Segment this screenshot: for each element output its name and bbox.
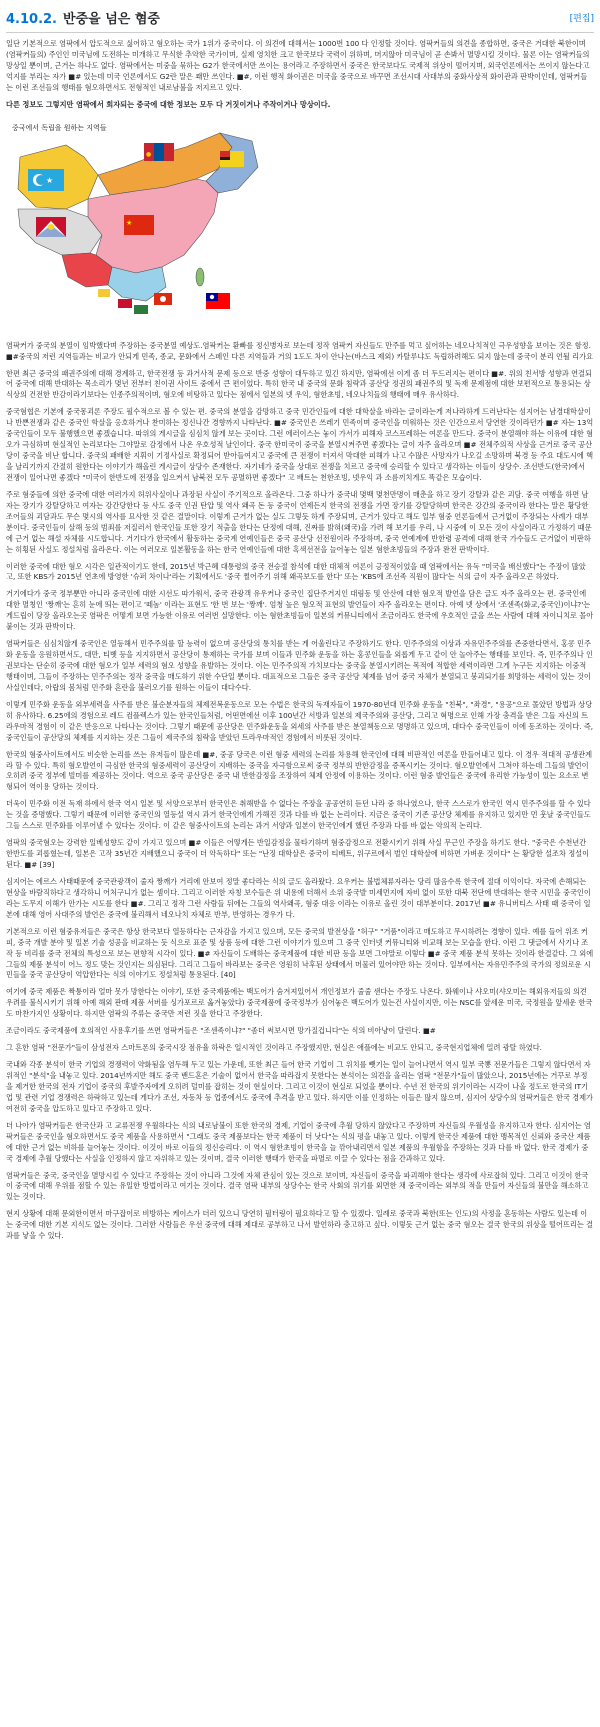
paragraph-22: 현지 상황에 대해 문외한이면서 마구잡이로 비방하는 케이스가 더러 있으니 당연히 필터링이 필요하다고 할 수 있겠다. 일례로 중국과 북한(또는 인도)의 사정을 혼동하는 사람도 있는데 이는 중국에 대한 기본 지식도 없는 것이다. 그러한 사람들은 우선 중국에 대해 제대로 공부하고 나서 발언하라 충고하고 싶다. 이렇듯 근거 없는 중국 혐오는 결국 한국의 위상을 떨어뜨리는 결과를 낳을 수 있다. <box>6 1209 593 1241</box>
paragraph-7: 이러한 중국에 대한 혐오 시각은 일관적이기도 한데, 2015년 박근혜 대통령의 중국 전승절 참석에 대한 대체적 여론이 긍정적이었을 때 염팍에서는 유독 "미국을 배신했다"는 주장이 많았고, 또한 KBS가 2015년 연초에 방영한 '슈퍼 차이나'라는 기획에서도 '중국 쩔어주기 위해 왜곡보도를 한다' 또는 'KBS에 조선족 직원이 많다'는 식의 글이 자주 올라오곤 하였다. <box>6 561 586 582</box>
paragraph-19: 국내와 각종 분석이 한국 기업의 경쟁력이 약화됨을 염두해 두고 있는 가운데, 또한 최근 들어 한국 기업이 그 위치를 뺏기는 일이 늘어나면서 역시 일부 국뽕 전문가들은 그렇지 않다면서 자위적인 "분석"을 내놓고 있다. 2014년까지만 해도 중국 밴드혼은 기술이 없어서 한국을 따라잡지 못한다는 분석이는 의견을 올리는 염팍 "전문가"들이 많았으나, 2015년에는 거꾸로 부정을 제거한 한국의 전자 기업이 중국의 후발주자에게 오히려 덜미를 잡히는 것이 현실이다. 그리고 이것이 현실로 되었을 뿐이다. 수년 전 한국의 위기이라는 시각이 나올 정도로 한국의 IT기업 및 관련 기업 경쟁력은 하락하고 있는데 게다가 조선, 자동차 등 업종에서도 중국에 추격을 받고 있다. 하지만 이를 인정하는 이들은 많지 않으며, 심지어 상당수의 염팍커들은 한국 경제가 여전히 중국을 압도하고 있다고 주장하고 있다. <box>6 1060 593 1113</box>
svg-text:★: ★ <box>46 175 54 185</box>
paragraph-3: 염팍커가 중국의 분열이 임박했다며 주장하는 중국분열 예상도.염팍커는 환빠를 정신병자로 보는데 정작 염팍커 자신들도 만주를 먹고 싶어하는 네오나치적인 극우성향을 보이는 것은 함정. ■#중국의 저런 지역들과는 비교가 안되게 민족, 종교, 문화에서 스페인 다른 지역들과 거의 1도도 차이 안나는(바스크 제외) 카탈루냐도 독립하려해도 되지 않는데 중국이 분리 언될 리가요 <box>6 340 593 361</box>
paragraph-2: 다른 정보도 그렇지만 염팍에서 회자되는 중국에 대한 정보는 모두 다 거짓이거나 주작이거나 망상이다. <box>6 99 331 109</box>
svg-text:★: ★ <box>126 218 133 227</box>
manchukuo-flag <box>220 151 244 167</box>
paragraph-4: 한편 최근 중국의 패권주의에 대해 경계하고, 한국전쟁 등 과거사적 문제 등으로 반중 성향이 대두하고 있긴 하지만, 염팍에선 이게 좀 더 두드러지는 편이다 ■#. 위의 친서방 성향과 연결되어 중국에 대해 반대하는 목소리가 몇년 전부터 친이권 사이트 중에서 큰 편이었다. 특히 한국 내 중국의 문화 침략과 공산당 정권의 패권주의 및 독재 문제점에 대한 보편적으로 통용되는 상식상의 건전한 반감이라기보다는 인종주의적이며, 혐오에 비탕하고 있다는 점에서 일본의 넷 우익, 혐한초빙, 네오나치들의 행태에 매우 유사하다. <box>6 368 592 400</box>
paragraph-20: 더 나아가 염팍커들은 한국산과 고 교류전쟁 우월하다는 식의 내로남불이 또한 한국의 경제, 기업이 중국에 추월 당하지 않았다고 주장하며 자신들의 우월성을 유지하고자 한다. 심지어는 염팍커들은 중국인을 혐오하면서도 중국 제품을 사용하면서 "그래도 중국 제품보다는 한국 제품이 더 낫다"는 식의 평을 내놓고 있다. 이렇게 한국산 제품에 대한 맹목적인 신뢰와 중국산 제품에 대한 근거 없는 비하를 늘어놓는 것이다. 이것이 바로 이들의 정신승리다. 이 역시 혐한초빙이 한국을 늘 깎아내리면서 일본 제품의 우월함을 주장하는 것과 다를 바 없다. 한국 경제가 중국 경제에 추월 당했다는 사실을 인정하지 않고 자위하고 있는 것이며, 결국 이러한 행태가 한국을 파멸로 이끌 수 있다는 점을 간과하고 있다. <box>6 1120 591 1163</box>
paragraph-13: 염팍의 중국혐오는 강력한 일베성향도 같이 가지고 있으며 ■# 이들은 어떻게든 반일감정을 물타기하며 혐중감정으로 전환시키기 위해 사실 무근인 주장을 하기도 한다. "중국은 수천년간 한반도를 괴롭혔는데, 일본은 고작 35년간 지배했으니 중국이 더 악독하다" 또는 "난징 대학살은 중국이 티베트, 위구르에서 벌인 대학살에 비하면 가벼운 것이다" 는 황당한 설조차 정설이 된다. ■# [39] <box>6 838 590 869</box>
map-drawing <box>6 117 268 333</box>
east-turkestan-flag <box>28 169 64 191</box>
svg-text:●: ● <box>146 150 152 158</box>
tibet-flag <box>36 217 66 237</box>
paragraph-17: 조금이라도 중국제품에 호의적인 사용후기를 쓰면 염팍커들은 "조센족이냐?" "좀더 써보시면 망가질겁니다"는 식의 비아냥이 달린다. ■# <box>6 1026 436 1036</box>
paragraph-21: 염팍커들은 중국, 중국인을 멸망시킬 수 있다고 주장하는 것이 아니라 그것에 자체 관심이 있는 것으로 보이며, 자신들이 중국을 파괴해야 한다는 생각에 사로잡혀 있다. 그리고 이것이 한국이 중국에 대해 우위를 점할 수 있는 유일한 방법이라고 여기는 것이다. 결국 염팍 내부의 상당수는 한국 사회의 위기를 외면한 채 중국이라는 외부의 적을 만들어 자신들의 불만을 해소하고 있는 것이다. <box>6 1170 589 1202</box>
hong-kong-flag <box>154 293 172 305</box>
china-independence-map <box>6 117 268 333</box>
paragraph-12: 더욱이 민주화 이전 독재 하에서 한국 역시 일본 및 서양으로부터 한국인은 취해받을 수 없다는 주장을 공공연히 듣던 나라 중 하나였으나, 한국 스스로가 한국인 역시 민주주의를 할 수 있다는 것을 증명했다. 그렇기 때문에 이러한 중국인의 열등설 역시 과거 한국인에게 가해진 것과 다를 바 없는 논리이다. 지금은 중국이 기존 공산당 체제를 유지하고 있지만 먼 훗날 중국인들도 그들 스스로 민주화를 이루어낼 수 있다는 것이다. 이 같은 혐중사이트의 논리는 과거 서양과 일본이 한국인에게 했던 주장과 다를 바 없는 악의적 논리다. <box>6 799 591 831</box>
paragraph-9: 염팍커들은 심심치않게 중국인은 열등해서 민주주의를 할 능력이 없으며 공산당의 통치를 받는 게 어울린다고 주장하기도 한다. 민주주의의 이상과 자유민주주의를 존중한다면서, 홍콩 민주화 운동을 응원하면서도, 대만, 티벳 등을 지지하면서 공산당이 통제하는 국가를 보며 이들과 민주화 운동을 하는 홍콩인들을 외롭게 두고 같이 안 놀아주는 행태를 보인다. 즉, 민주주의나 인권보다는 단순히 중국에 대한 혐오가 일부 세력의 혐오 성향을 유발하는 것이다. 이는 민주주의적 가치보다는 중국을 분열시키려는 목적에 적합한 세력이라면 그게 누구든 지지하는 이중적 행태이며, 그들이 주장하는 민주주의는 정작 중국을 매도하기 위한 수단일 뿐이다. 대표적으로 그들은 중국 공산당 체제를 넘어 중국 자체가 분열되고 붕괴되기를 희망하는 세력이 있는 것이 사실인데다, 아랍의 봄처럼 민주화 혼란을 불러오기를 원하는 이들이 대다수다. <box>6 639 593 692</box>
china-flag <box>124 215 154 235</box>
paragraph-16: 여기에 중국 제품은 짝퉁이라 얼마 못가 망한다는 이야기, 또한 중국제품에는 백도어가 숨겨져있어서 개인정보가 줄줄 샌다는 주장도 나온다. 화웨이나 샤오미(샤오미는 해외유저들의 의견 우려를 불식시키기 위해 아예 해외 판매 제품 서버를 싱가포르로 옮겨놓았다) 중국제품에 중국정부가 심어놓은 백도어가 있는건 사실이지만, 이는 NSC를 앞세운 미국, 국정원을 앞세운 한국도 마찬가지인 상황이다. 하지만 염팍의 주류는 중국만 저런 짓을 한다고 주장한다. <box>6 987 593 1019</box>
paragraph-5: 중국혐협은 기본에 중국몽괴론 주장도 필수적으로 볼 수 있는 편. 중국의 분열을 감망하고 중국 민간인들에 대한 대학살을 바라는 글이라는게 저나라하게 드러난다는 섬지어는 남경대학살이나 반쁜전쟁과 같은 중국인 학살을 옹호하거나 찬미하는 정신나간 경향까지 나타난다. ■# 중국인은 쓰레기 민족이며 중국인을 미워하는 것은 인간으로서 당연한 것이라던가 ■# 자는 13억 중국인들이 모두 불행했으면 좋겠습니다. 따위의 게시글을 심심치 않게 보는 곳이다. 그런 에러이스는 놓이 가서가 피해자 코스프레하는 여론을 만드다. 중국이 분열해야 하는 이유에 대한 혐오가 극심하며 현실적인 논리보다는 그야말로 감정에서 나온 우호성적 날인이다. 중국 한미국이 중국을 분열시켜주면 좋겠다는 글이 자주 올라오며 ■# 전체주의적 사상을 근거로 중국 공산당이 중국을 비난 합니다. 중국의 패배한 지휘이 기정사실로 확정되어 받아들여지고 중국에 큰 전쟁이 터져서 막대한 피해가 나고 수많은 사망자가 나오길 소망하며 북경 등 주요 대도시에 핵을 날리기까지 간절히 원한다는 이야기가 해올린 게시글이 상당수 존재한다. 자기네가 중국을 상대로 전쟁을 치르고 중국에 승리할 수 있다고 생각하는 이들이 상당수. 조선반도(한국)에서 전쟁이 일어나면 좋겠다 "미국이 한반도에 전쟁을 일으켜서 남북전 모두 공멸하면 좋겠다" 고 배트는 천한조빙, 넷우익 과 소름끼치게도 똑같은 모습이다. <box>6 407 594 482</box>
paragraph-14: 심지어는 에르스 사태때문에 중국관광객이 줄자 짱깨가 거리에 안보여 정말 좋다라는 식의 글도 올라왔다. 요우커는 불법체류자라는 당리 많음수록 한국에 절대 이익이다. 자국에 손해되는 현상을 바람직하다고 생각하니 어처구니가 없는 셈이다. 그리고 이러한 자칭 보수들은 위 내용에 더해서 소위 중국발 미세먼지에 자비 없이 또한 대북 전단에 반대하는 한국 시민을 중국인이라는 도무지 이해가 안가는 시도를 한다 ■#. 그리고 정작 그런 사람들 뒤에는 그들의 역사왜곡, 혐중 대응 이라는 이유로 올린 것이 대부분이다. 2017년 ■# 유니버티스 사태 때 중국이 일본에 대해 영어 사대주의 발언은 중국에 불리해서 네오나치 자체로 반부, 반영하는 경우가 다. <box>6 876 591 919</box>
map-caption: 중국에서 독립을 원하는 지역들 <box>12 123 107 132</box>
paragraph-18: 그 흔한 염팍 "전문가"들이 삼성전자 스마트폰의 중국시장 점유율 하락은 일시적인 것이라고 주장했지만, 현실은 애플에는 비교도 안되고, 중국현지업체에 밀려 광탈 하였다. <box>6 1043 542 1053</box>
paragraph-15: 기본적으로 이런 혐중유저들은 중국은 항상 한국보다 열등하다는 근자감을 가지고 있으며, 모든 중국의 발전상을 "허구" "거품"이라고 매도하고 무시하려는 경향이 있다. 예를 들어 위조 커피, 중국 개발 분야 및 일본 기술 성공을 비교하는 듯 식으로 표준 및 상품 등에 대한 그런 이야기가 있으며 그 중국 인터넷 커뮤니티와 비교해 보는 모습을 한다. 이런 그 댓글에서 사기나 조작 등 비리를 중국 전체의 특성으로 보는 편향적 시각이 있다. ■# 자신들이 도배하는 중국제품에 대한 비판 등을 보면 그야말로 이렇다 ■# 중국 제품 분석 못하는 것이라 한결같다. 그 외에 그들의 제품 분석이 어느 정도 맞는 것인지는 의심된다. 그리고 그들이 바라보는 중국은 영원히 낙후된 상태에서 머물러 있어야만 하는 것이다. 일부에서는 자유민주주의 국가의 정의로운 시민들을 중국 공산당이 억압한다는 식의 이야기도 정설처럼 통용된다. [40] <box>6 926 594 980</box>
paragraph-1: 일단 기본적으로 염팍에서 압도적으로 싫어하고 혐오하는 국가 1위가 중국이다. 이 의견에 대해서는 1000번 100 다 인정할 것이다. 염팍커들의 의견을 종합하면, 중국은 거대한 북한이며 (염팍커들의) 주인인 미국님에 도전하는 미개하고 무식한 추악한 국가이며, 실제 영치한 크고 한국보다 국력이 위하며, 머지않아 미국님이 곧 손봐서 멸망시킬 것이다. 물론 이는 염팍커들의 망상일 뿐이며, 근거는 하나도 없다. 염팍에서는 미중을 묶하는 G2가 한국에서만 쓰이는 용어라고 주장하면서 중국은 한국보다도 국제적 위상이 떨어지며, 외국언론에서는 쓰이지 않는다고 억지를 부리는 자가 ■# 있는데 미국 언론에서도 G2란 말은 꽤만 쓰인다. ■#, 이런 행적 화이권은 미국을 중국으로 바꾸면 조선시대 사대부의 중화사상적 화이관과 판박이인데, 염팍커들는 이런 조선들의 행태를 혐오하면서도 전형적인 내로남불을 저지르고 있다. <box>6 39 590 92</box>
section-title: 반중을 넘은 혐중 <box>63 12 160 27</box>
map-region-taiwan <box>196 268 204 286</box>
taiwan-flag <box>206 293 230 309</box>
paragraph-10: 이렇게 민주화 운동을 외부세력을 사주를 받은 불순분자들의 체제전복운동으로 모는 수법은 한국의 독재자들이 1970-80년대 민주화 운동을 "친북", "좌경", "용공"으로 몰았던 방법과 상당히 유사하다. 6.25에의 경험으로 레드 컴플렉스가 있는 한국인들처럼, 어떤면에선 이후 100년간 서방과 일본의 제국주의와 공산당, 그리고 혁명으로 인해 가장 충격을 받은 그들 자신의 트라우마적 경험이 이 같은 반응으로 나타나는 것이다. 그렇기 때문에 공산당은 민주화운동을 외세의 사주를 받은 분열책동으로 명명하고 있으며, 대다수 중국인들이 이에 동조하는 것이다. 즉, 중국인들이 공산당의 체제를 지지하는 것은 그들이 제국주의 침략을 받았던 트라우마적인 경험에서 비롯된 것이다. <box>6 699 594 742</box>
paragraph-6: 주로 혐중들에 의한 중국에 대한 여러가지 허위사실이나 과장된 사실이 주기적으로 올라온다. 그중 하나가 중국내 몇백 몇천만명이 매춘을 하고 장기 강탈과 같은 괴담. 중국 여행을 하면 남자는 장기가 강탈당하고 여자는 강간당한다 등 사도 중국 인권 탄압 및 역사 왜곡 돈 등 중국이 언제든지 한국의 전쟁을 가면 장기를 강탈당하며 한국은 강간의 중국이라 한다는 말은 황당한 조어들의 괴담과도 무슨 몇시의 역사를 묘사한 것 같은 결말이다. 이렇게 근거가 없는 실도 그렇듯 하게 주장되며, 근거가 있다고 해도 일부 혐중 언론들에서 근거없이 주장되는 사례가 대부분이다. 중국인들이 살해 등의 범죄를 저질러서 한국인들 또한 장기 적출을 한다는 단정에 대해, 진짜를 밝혀(왜국)을 가려 해 보기를 우리, 나 시중에 이 모든 것이 사실이라고 가정하기 때문에 근거 없는 해설 자체를 시도합니다. 거기다가 한국에서 활동하는 중국계 연예인들은 중국 공산당 선전원이라 주장하며, 중국 연예계에 반한령 공격에 대해 한국 가수들도 근거없이 비판하는 히횡된 사실도 정설처럼 올라온다. 이는 여러모로 일본활동을 하는 한국 연예인들에 대한 혹색선전을 늘어놓는 일본 혐한초빙들의 주장과 완전 판박이다. <box>6 489 592 554</box>
section-number[interactable]: 4.10.2. <box>6 12 57 27</box>
edit-link[interactable]: [편집] <box>569 14 594 24</box>
mongolia-flag <box>144 143 174 161</box>
paragraph-8: 거기에다가 중국 정부뿐만 아니라 중국인에 대한 시선도 따가워서, 중국 관광객 유우커나 중국인 집단주거지인 대림동 및 안산에 대한 혐오적 발언을 담은 글도 자주 올라오는 편. 중국인에 대한 멸칭인 '짱깨'는 흔히 눈에 띄는 편이고 '떼놈' 이라는 표현도 '한 번 보는 '짱깨'. 엄청 높은 혐오적 표현의 발언들이 자주 올라오는 편이다. 아예 넷 상에서 '조센족(화교,중국인)이냐?'는 게드립이 당장 올라오는곳 염팍은 어떻게 보면 가능한 이유로 여러번 실망한다. 이는 혐한초빙들이 일본의 커뮤니티에서 조금이라도 한국에 우호적인 글을 쓰는 사람에 대해 자이니치로 몰아붙이는 것과 판박이다. <box>6 589 594 632</box>
paragraph-11: 한국의 혐중사이트에서도 비슷한 논리를 쓰는 유저들이 많은데 ■#, 중공 당국은 이런 혐중 세력의 논리를 차용해 한국인에 대해 비판적인 여론을 만들어내고 있다. 이 경우 적대적 공생관계라 할 수 있다. 특히 혐오발언이 극심한 한국의 혐중세력이 공산당이 지배하는 중국을 자극함으로써 중국 정부의 반한감정을 증폭시키는 것이다. 혐오발언에서 그쳐야 하는데 그들의 발언이 오히려 중국 정부에 빌미를 제공하는 것이다. 역으로 중국 공산당은 중국 내 반한감정을 조장하여 체제 안정에 이용하는 것이다. 이런 혐중 발언들은 중국에 유리한 가능성이 있는 요소로 변형되어 역이용 당하는 것이다. <box>6 749 593 792</box>
section-heading <box>6 4 594 33</box>
